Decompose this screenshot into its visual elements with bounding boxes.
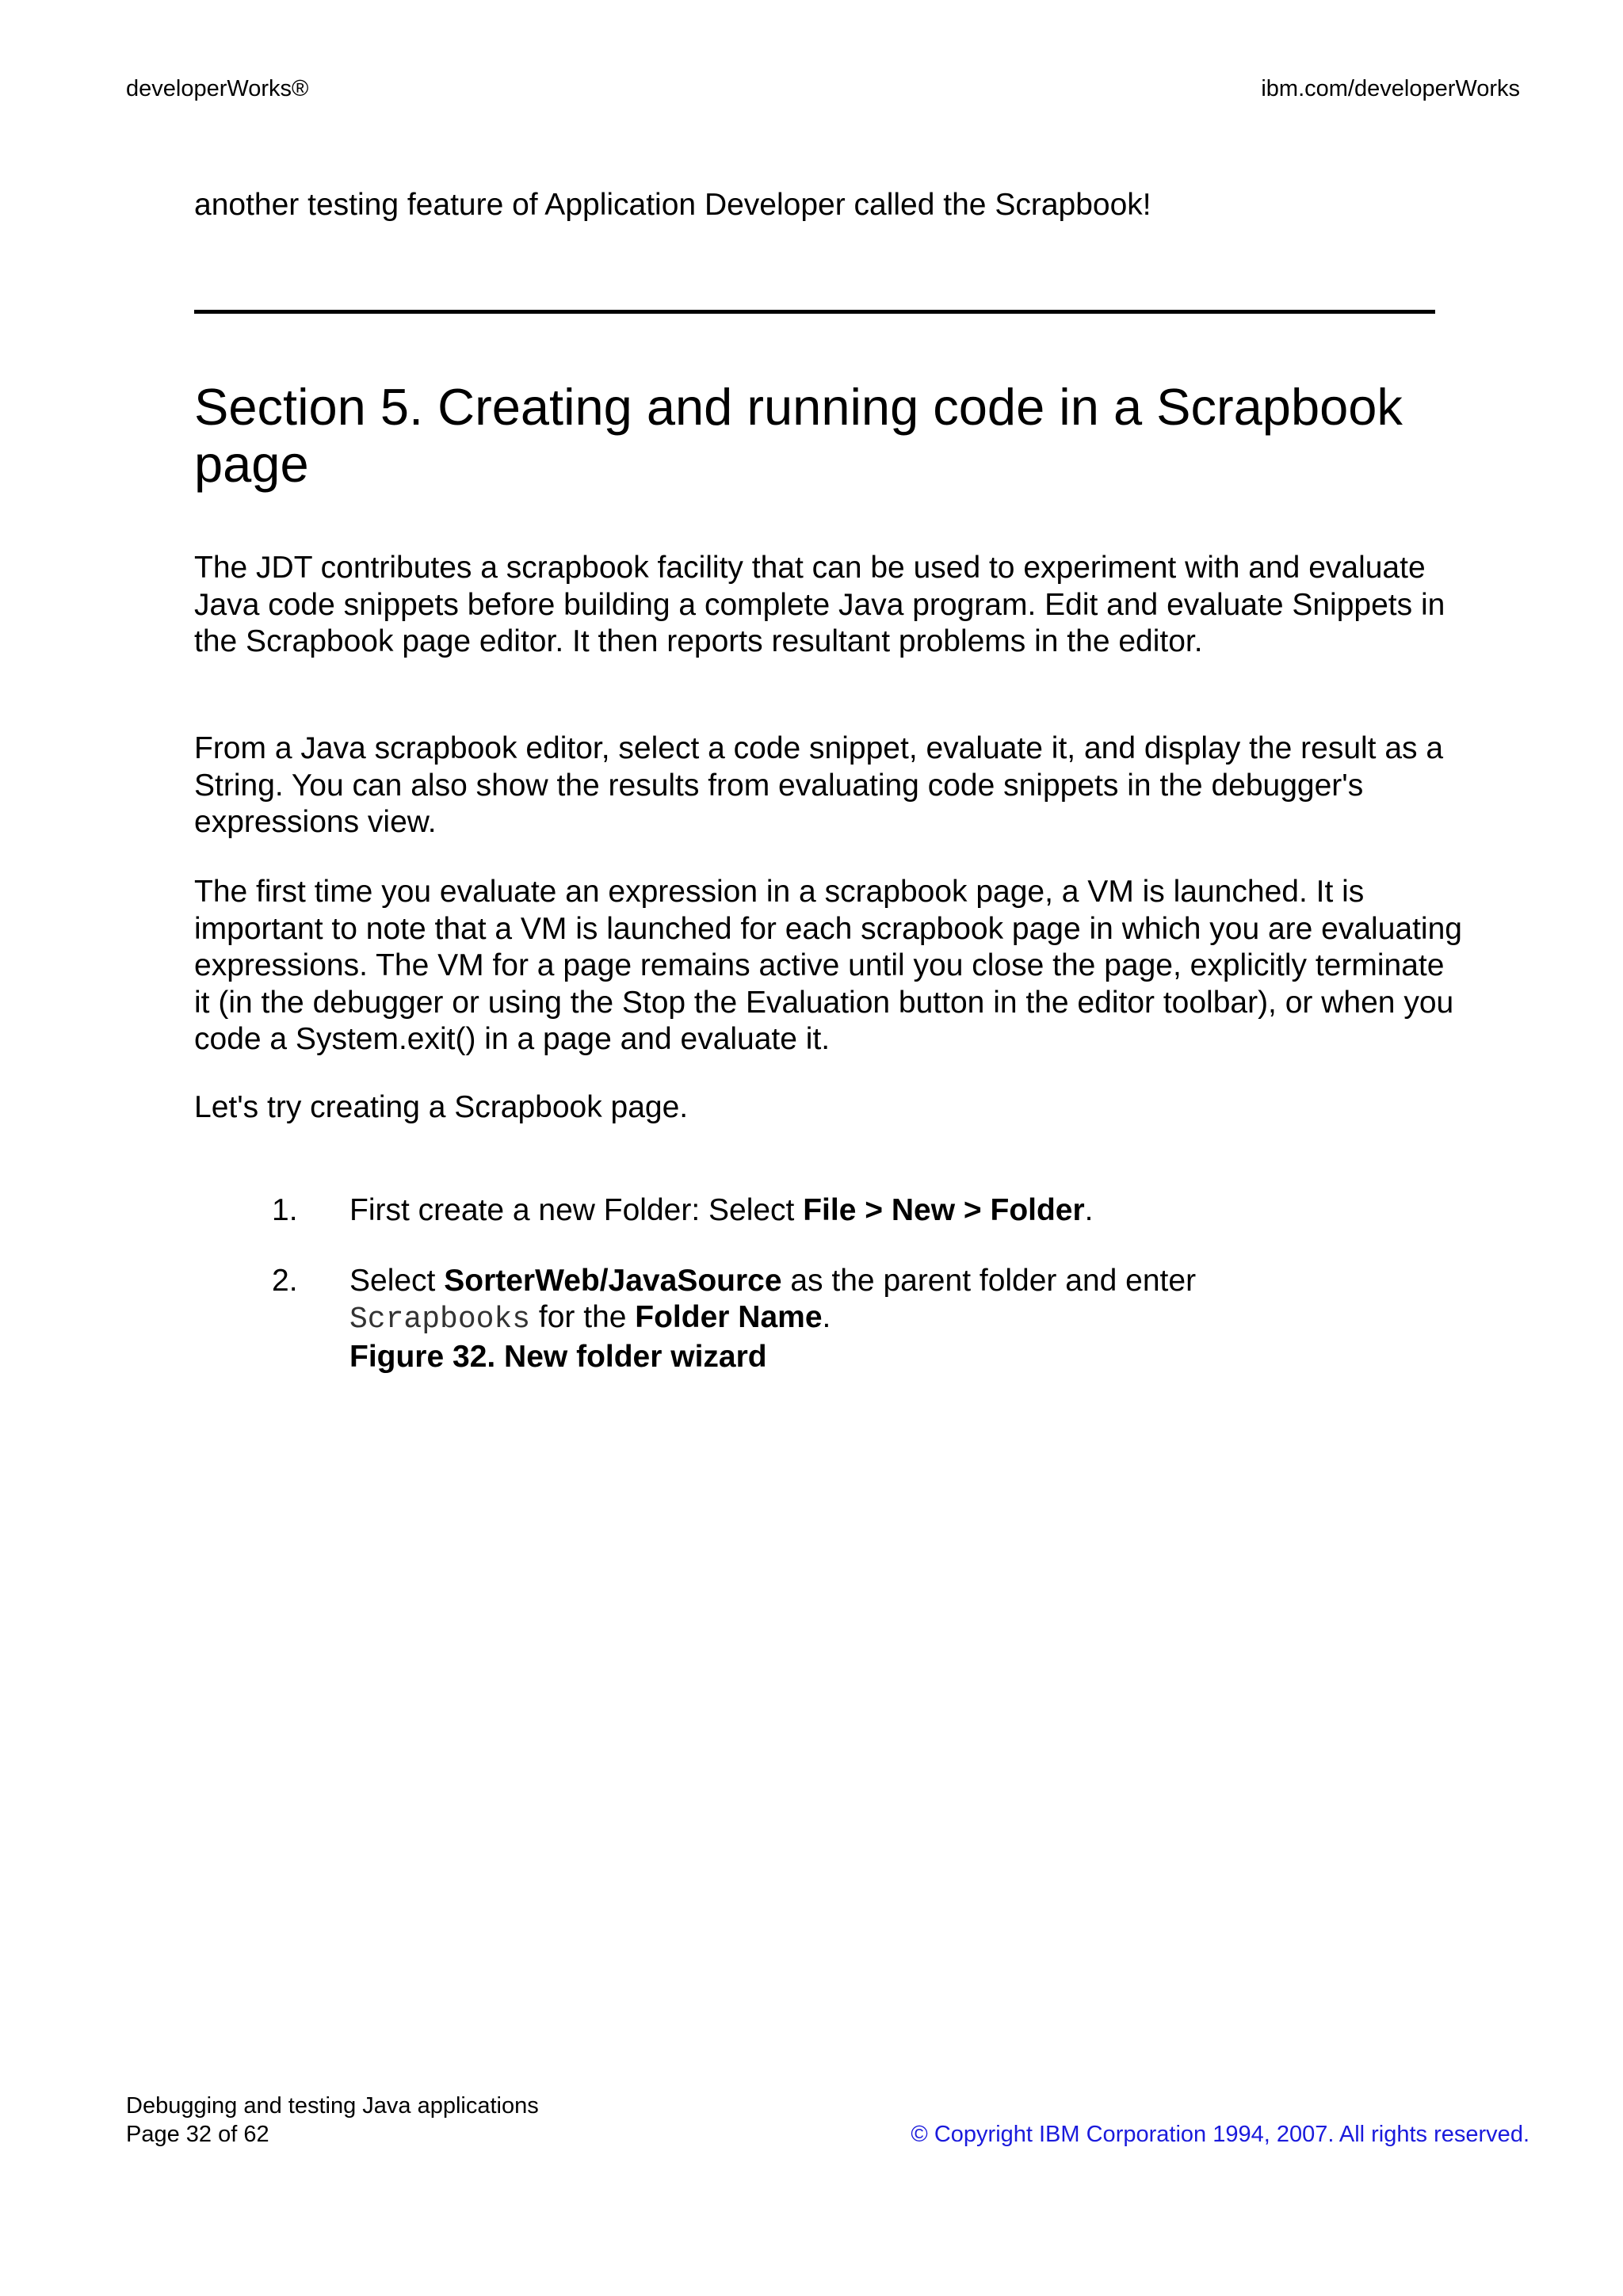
step-body	[349, 1263, 1419, 1376]
step-number: 1.	[272, 1193, 298, 1227]
step-code-value: Scrapbooks	[349, 1302, 531, 1337]
step-text: Select	[349, 1263, 445, 1298]
step-text-end: .	[1084, 1193, 1094, 1227]
step-text-middle-2: for the	[530, 1300, 636, 1334]
header-site-link[interactable]: ibm.com/developerWorks	[1261, 76, 1520, 101]
step-body	[349, 1192, 1419, 1230]
paragraph-3: The first time you evaluate an expression in a scrapbook page, a VM is launched. It is important to note that a VM is launched for each scrapbook page in which you are evaluating expressions. The VM for a page remains active until you close the page, explicitly terminate it (in the debugger or using the Stop the Evaluation button in the editor toolbar), or when you code a System.exit() in a page and evaluate it.	[194, 875, 1462, 1056]
step-text-middle: as the parent folder and enter	[781, 1263, 1197, 1298]
footer-page-number: Page 32 of 62	[126, 2122, 269, 2147]
footer-doc-info	[126, 2092, 539, 2149]
section-title: Section 5. Creating and running code in a Scrapbook page	[194, 378, 1403, 493]
figure-caption: Figure 32. New folder wizard	[349, 1339, 767, 1374]
list-item	[194, 1192, 1462, 1230]
step-text-end: .	[822, 1300, 831, 1334]
paragraph-1: The JDT contributes a scrapbook facility that can be used to experiment with and evaluate Java code snippets before building a complete Java program. Edit and evaluate Snippets in the Scrapbook page editor. It then reports resultant problems in the editor.	[194, 551, 1445, 658]
intro-container	[194, 187, 1438, 223]
step-number: 2.	[272, 1263, 298, 1298]
step-field-name: Folder Name	[635, 1300, 823, 1334]
list-item	[194, 1263, 1462, 1376]
header-brand: developerWorks®	[126, 76, 309, 101]
paragraph-4: Let's try creating a Scrapbook page.	[194, 1090, 689, 1124]
footer-copyright-link[interactable]: © Copyright IBM Corporation 1994, 2007. All rights reserved.	[911, 2122, 1529, 2147]
paragraph-2: From a Java scrapbook editor, select a code snippet, evaluate it, and display the result as a String. You can also show the results from evaluating code snippets in the debugger's expressions view.	[194, 731, 1444, 839]
section-divider	[194, 310, 1435, 314]
step-menu-path: File > New > Folder	[803, 1193, 1085, 1227]
step-parent-folder: SorterWeb/JavaSource	[444, 1263, 782, 1298]
intro-text: another testing feature of Application Developer called the Scrapbook!	[194, 188, 1151, 222]
step-text: First create a new Folder: Select	[349, 1193, 804, 1227]
footer-doc-title: Debugging and testing Java applications	[126, 2093, 539, 2119]
steps-list	[194, 1192, 1462, 1375]
